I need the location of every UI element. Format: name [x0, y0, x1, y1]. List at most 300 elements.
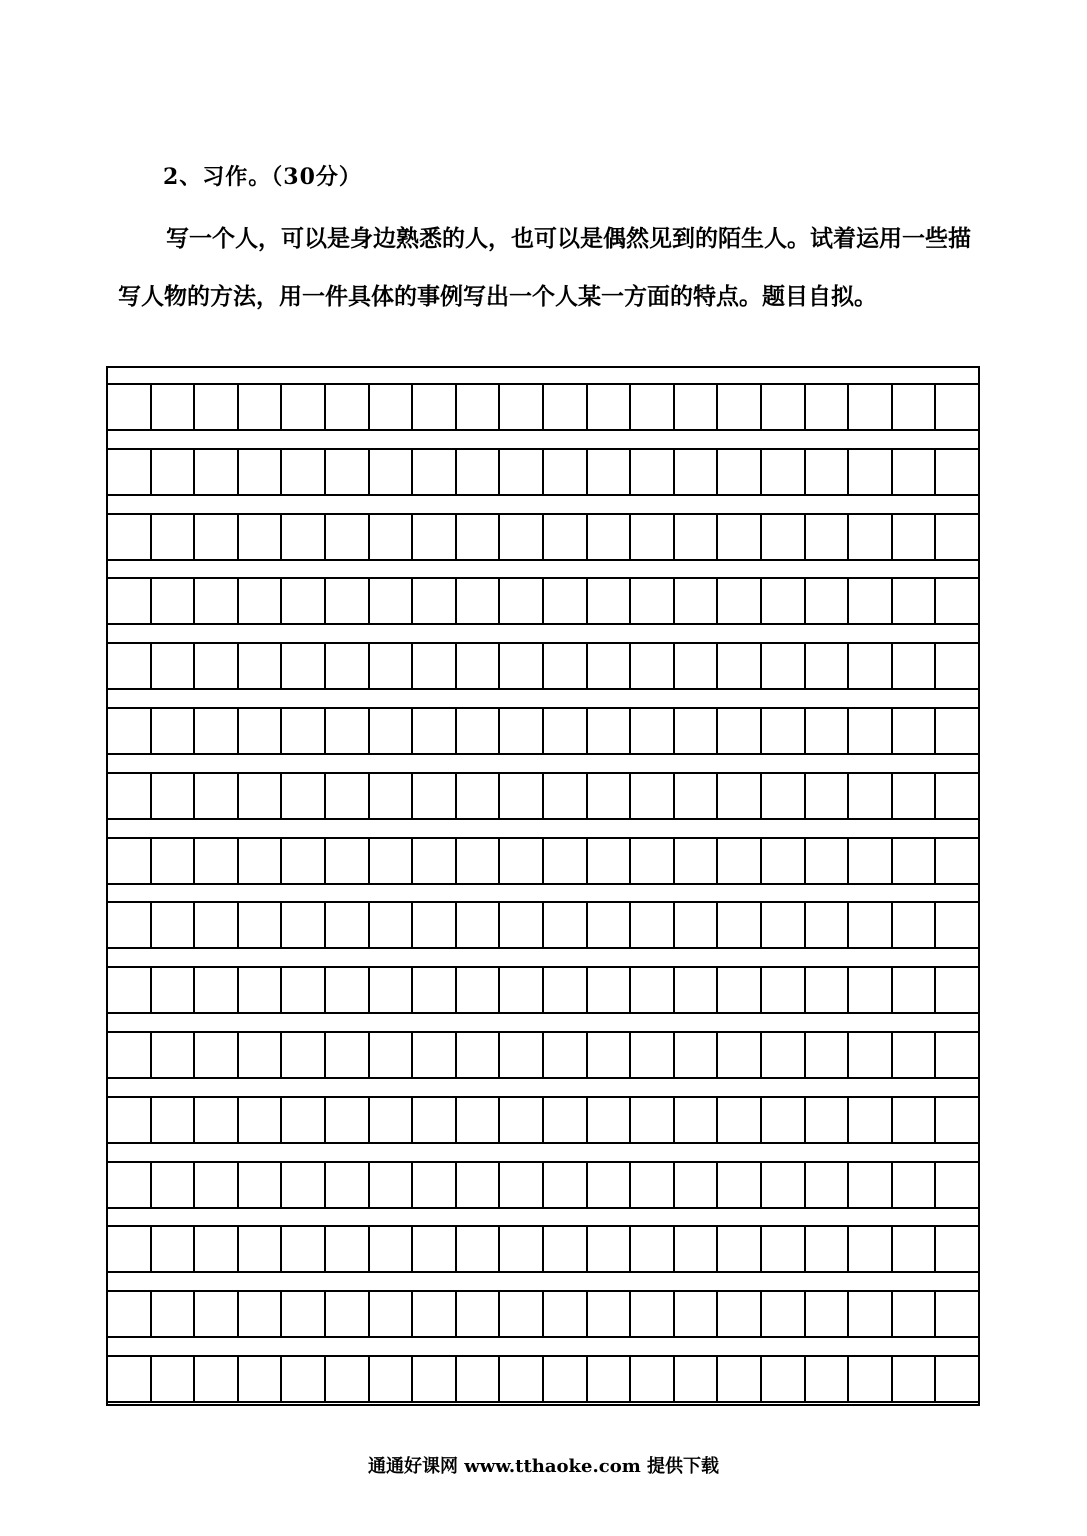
grid-cell[interactable]	[675, 450, 719, 494]
grid-cell[interactable]	[718, 903, 762, 947]
grid-cell[interactable]	[500, 1098, 544, 1142]
grid-cell[interactable]	[195, 579, 239, 623]
grid-cell[interactable]	[152, 1227, 196, 1271]
grid-cell[interactable]	[544, 1163, 588, 1207]
grid-cell[interactable]	[500, 579, 544, 623]
grid-cell[interactable]	[326, 1292, 370, 1336]
grid-cell[interactable]	[152, 579, 196, 623]
grid-cell[interactable]	[239, 515, 283, 559]
writing-grid[interactable]	[106, 366, 980, 1406]
grid-cell[interactable]	[936, 1227, 978, 1271]
grid-cell[interactable]	[370, 579, 414, 623]
grid-cell[interactable]	[675, 709, 719, 753]
grid-cell[interactable]	[718, 385, 762, 429]
grid-cell[interactable]	[675, 839, 719, 883]
grid-cell[interactable]	[588, 1292, 632, 1336]
grid-cell[interactable]	[413, 644, 457, 688]
grid-cell[interactable]	[152, 1292, 196, 1336]
grid-cell[interactable]	[936, 1292, 978, 1336]
grid-cell[interactable]	[282, 644, 326, 688]
grid-cell[interactable]	[936, 903, 978, 947]
grid-cell[interactable]	[457, 1357, 501, 1401]
grid-cell[interactable]	[718, 450, 762, 494]
grid-cell[interactable]	[762, 1033, 806, 1077]
grid-cell[interactable]	[893, 385, 937, 429]
grid-cell[interactable]	[849, 1163, 893, 1207]
grid-cell[interactable]	[631, 903, 675, 947]
grid-cell[interactable]	[588, 1227, 632, 1271]
grid-cell[interactable]	[370, 385, 414, 429]
grid-cell[interactable]	[152, 1357, 196, 1401]
grid-cell[interactable]	[675, 1098, 719, 1142]
grid-cell[interactable]	[370, 1292, 414, 1336]
grid-cell[interactable]	[457, 385, 501, 429]
grid-cell[interactable]	[413, 903, 457, 947]
grid-cell[interactable]	[239, 903, 283, 947]
grid-cell[interactable]	[936, 385, 978, 429]
grid-cell[interactable]	[849, 1227, 893, 1271]
grid-cell[interactable]	[544, 1098, 588, 1142]
grid-cell[interactable]	[457, 450, 501, 494]
grid-cell[interactable]	[108, 579, 152, 623]
grid-cell[interactable]	[631, 774, 675, 818]
grid-cell[interactable]	[152, 1033, 196, 1077]
grid-cell[interactable]	[544, 968, 588, 1012]
grid-cell[interactable]	[152, 774, 196, 818]
grid-cell[interactable]	[936, 450, 978, 494]
grid-cell[interactable]	[806, 1357, 850, 1401]
grid-cell[interactable]	[282, 515, 326, 559]
grid-cell[interactable]	[108, 385, 152, 429]
grid-cell[interactable]	[631, 1033, 675, 1077]
grid-cell[interactable]	[370, 903, 414, 947]
grid-cell[interactable]	[500, 1227, 544, 1271]
grid-cell[interactable]	[108, 1033, 152, 1077]
grid-cell[interactable]	[544, 774, 588, 818]
grid-cell[interactable]	[893, 1227, 937, 1271]
grid-cell[interactable]	[457, 968, 501, 1012]
grid-cell[interactable]	[413, 709, 457, 753]
grid-cell[interactable]	[457, 644, 501, 688]
grid-cell[interactable]	[588, 644, 632, 688]
grid-cell[interactable]	[718, 579, 762, 623]
grid-cell[interactable]	[282, 1098, 326, 1142]
grid-cell[interactable]	[718, 1163, 762, 1207]
grid-cell[interactable]	[370, 839, 414, 883]
grid-cell[interactable]	[544, 450, 588, 494]
grid-cell[interactable]	[413, 515, 457, 559]
grid-cell[interactable]	[326, 1163, 370, 1207]
grid-cell[interactable]	[762, 1227, 806, 1271]
grid-cell[interactable]	[588, 774, 632, 818]
grid-cell[interactable]	[893, 1098, 937, 1142]
grid-cell[interactable]	[588, 385, 632, 429]
grid-cell[interactable]	[457, 903, 501, 947]
grid-cell[interactable]	[239, 579, 283, 623]
grid-cell[interactable]	[849, 579, 893, 623]
grid-cell[interactable]	[544, 1227, 588, 1271]
grid-cell[interactable]	[282, 839, 326, 883]
grid-cell[interactable]	[108, 450, 152, 494]
grid-cell[interactable]	[806, 1163, 850, 1207]
grid-cell[interactable]	[631, 1098, 675, 1142]
grid-cell[interactable]	[108, 644, 152, 688]
grid-cell[interactable]	[762, 1357, 806, 1401]
grid-cell[interactable]	[282, 1033, 326, 1077]
grid-cell[interactable]	[849, 515, 893, 559]
grid-cell[interactable]	[806, 903, 850, 947]
grid-cell[interactable]	[849, 968, 893, 1012]
grid-cell[interactable]	[282, 385, 326, 429]
grid-cell[interactable]	[413, 385, 457, 429]
grid-cell[interactable]	[893, 450, 937, 494]
grid-cell[interactable]	[282, 1357, 326, 1401]
grid-cell[interactable]	[195, 903, 239, 947]
grid-cell[interactable]	[500, 1357, 544, 1401]
grid-cell[interactable]	[544, 839, 588, 883]
grid-cell[interactable]	[631, 968, 675, 1012]
grid-cell[interactable]	[239, 1163, 283, 1207]
grid-cell[interactable]	[195, 1098, 239, 1142]
grid-cell[interactable]	[806, 385, 850, 429]
grid-cell[interactable]	[239, 450, 283, 494]
grid-cell[interactable]	[718, 968, 762, 1012]
grid-cell[interactable]	[195, 774, 239, 818]
grid-cell[interactable]	[675, 1292, 719, 1336]
grid-cell[interactable]	[893, 903, 937, 947]
grid-cell[interactable]	[152, 839, 196, 883]
grid-cell[interactable]	[544, 385, 588, 429]
grid-cell[interactable]	[544, 709, 588, 753]
grid-cell[interactable]	[239, 1098, 283, 1142]
grid-cell[interactable]	[588, 1098, 632, 1142]
grid-cell[interactable]	[239, 385, 283, 429]
grid-cell[interactable]	[500, 1292, 544, 1336]
grid-cell[interactable]	[282, 579, 326, 623]
grid-cell[interactable]	[849, 839, 893, 883]
grid-cell[interactable]	[413, 1098, 457, 1142]
grid-cell[interactable]	[152, 1098, 196, 1142]
grid-cell[interactable]	[108, 774, 152, 818]
grid-cell[interactable]	[806, 839, 850, 883]
grid-cell[interactable]	[849, 1292, 893, 1336]
grid-cell[interactable]	[326, 450, 370, 494]
grid-cell[interactable]	[893, 839, 937, 883]
grid-cell[interactable]	[718, 1292, 762, 1336]
grid-cell[interactable]	[588, 579, 632, 623]
grid-cell[interactable]	[195, 515, 239, 559]
grid-cell[interactable]	[326, 968, 370, 1012]
grid-cell[interactable]	[806, 1227, 850, 1271]
grid-cell[interactable]	[806, 450, 850, 494]
grid-cell[interactable]	[457, 579, 501, 623]
grid-cell[interactable]	[675, 1227, 719, 1271]
grid-cell[interactable]	[936, 839, 978, 883]
grid-cell[interactable]	[370, 515, 414, 559]
grid-cell[interactable]	[413, 1292, 457, 1336]
grid-cell[interactable]	[893, 1163, 937, 1207]
grid-cell[interactable]	[326, 1033, 370, 1077]
grid-cell[interactable]	[152, 515, 196, 559]
grid-cell[interactable]	[370, 1227, 414, 1271]
grid-cell[interactable]	[675, 903, 719, 947]
grid-cell[interactable]	[806, 644, 850, 688]
grid-cell[interactable]	[631, 579, 675, 623]
grid-cell[interactable]	[500, 515, 544, 559]
grid-cell[interactable]	[413, 774, 457, 818]
grid-cell[interactable]	[631, 1292, 675, 1336]
grid-cell[interactable]	[239, 774, 283, 818]
grid-cell[interactable]	[718, 1227, 762, 1271]
grid-cell[interactable]	[588, 1357, 632, 1401]
grid-cell[interactable]	[893, 579, 937, 623]
grid-cell[interactable]	[544, 903, 588, 947]
grid-cell[interactable]	[936, 709, 978, 753]
grid-cell[interactable]	[588, 450, 632, 494]
grid-cell[interactable]	[936, 1098, 978, 1142]
grid-cell[interactable]	[762, 968, 806, 1012]
grid-cell[interactable]	[282, 774, 326, 818]
grid-cell[interactable]	[631, 385, 675, 429]
grid-cell[interactable]	[326, 774, 370, 818]
grid-cell[interactable]	[326, 903, 370, 947]
grid-cell[interactable]	[762, 385, 806, 429]
grid-cell[interactable]	[893, 515, 937, 559]
grid-cell[interactable]	[152, 450, 196, 494]
grid-cell[interactable]	[108, 515, 152, 559]
grid-cell[interactable]	[413, 450, 457, 494]
grid-cell[interactable]	[500, 450, 544, 494]
grid-cell[interactable]	[326, 385, 370, 429]
grid-cell[interactable]	[544, 1357, 588, 1401]
grid-cell[interactable]	[806, 709, 850, 753]
grid-cell[interactable]	[544, 1292, 588, 1336]
grid-cell[interactable]	[893, 968, 937, 1012]
grid-cell[interactable]	[195, 450, 239, 494]
grid-cell[interactable]	[239, 968, 283, 1012]
grid-cell[interactable]	[370, 1357, 414, 1401]
grid-cell[interactable]	[675, 579, 719, 623]
grid-cell[interactable]	[500, 903, 544, 947]
grid-cell[interactable]	[588, 515, 632, 559]
grid-cell[interactable]	[108, 903, 152, 947]
grid-cell[interactable]	[457, 1033, 501, 1077]
grid-cell[interactable]	[544, 515, 588, 559]
grid-cell[interactable]	[500, 385, 544, 429]
grid-cell[interactable]	[675, 1163, 719, 1207]
grid-cell[interactable]	[326, 839, 370, 883]
grid-cell[interactable]	[370, 968, 414, 1012]
grid-cell[interactable]	[631, 515, 675, 559]
grid-cell[interactable]	[282, 1163, 326, 1207]
grid-cell[interactable]	[631, 1163, 675, 1207]
grid-cell[interactable]	[762, 450, 806, 494]
grid-cell[interactable]	[936, 515, 978, 559]
grid-cell[interactable]	[239, 1357, 283, 1401]
grid-cell[interactable]	[413, 968, 457, 1012]
grid-cell[interactable]	[544, 579, 588, 623]
grid-cell[interactable]	[718, 515, 762, 559]
grid-cell[interactable]	[893, 774, 937, 818]
grid-cell[interactable]	[849, 709, 893, 753]
grid-cell[interactable]	[806, 1292, 850, 1336]
grid-cell[interactable]	[413, 579, 457, 623]
grid-cell[interactable]	[588, 1163, 632, 1207]
grid-cell[interactable]	[893, 644, 937, 688]
grid-cell[interactable]	[544, 1033, 588, 1077]
grid-cell[interactable]	[457, 1098, 501, 1142]
grid-cell[interactable]	[936, 968, 978, 1012]
grid-cell[interactable]	[282, 903, 326, 947]
grid-cell[interactable]	[588, 1033, 632, 1077]
grid-cell[interactable]	[195, 968, 239, 1012]
grid-cell[interactable]	[370, 709, 414, 753]
grid-cell[interactable]	[718, 774, 762, 818]
grid-cell[interactable]	[282, 1227, 326, 1271]
grid-cell[interactable]	[326, 644, 370, 688]
grid-cell[interactable]	[195, 709, 239, 753]
grid-cell[interactable]	[152, 709, 196, 753]
grid-cell[interactable]	[762, 839, 806, 883]
grid-cell[interactable]	[631, 839, 675, 883]
grid-cell[interactable]	[936, 644, 978, 688]
grid-cell[interactable]	[936, 1357, 978, 1401]
grid-cell[interactable]	[195, 1227, 239, 1271]
grid-cell[interactable]	[282, 968, 326, 1012]
grid-cell[interactable]	[152, 968, 196, 1012]
grid-cell[interactable]	[413, 1033, 457, 1077]
grid-cell[interactable]	[893, 1033, 937, 1077]
grid-cell[interactable]	[457, 1292, 501, 1336]
grid-cell[interactable]	[849, 1357, 893, 1401]
grid-cell[interactable]	[588, 839, 632, 883]
grid-cell[interactable]	[326, 1357, 370, 1401]
grid-cell[interactable]	[806, 774, 850, 818]
grid-cell[interactable]	[326, 1098, 370, 1142]
grid-cell[interactable]	[108, 1163, 152, 1207]
grid-cell[interactable]	[631, 450, 675, 494]
grid-cell[interactable]	[936, 1163, 978, 1207]
grid-cell[interactable]	[849, 450, 893, 494]
grid-cell[interactable]	[500, 644, 544, 688]
grid-cell[interactable]	[806, 968, 850, 1012]
grid-cell[interactable]	[195, 1163, 239, 1207]
grid-cell[interactable]	[457, 1163, 501, 1207]
grid-cell[interactable]	[370, 450, 414, 494]
grid-cell[interactable]	[675, 644, 719, 688]
grid-cell[interactable]	[152, 903, 196, 947]
grid-cell[interactable]	[718, 1098, 762, 1142]
grid-cell[interactable]	[806, 515, 850, 559]
grid-cell[interactable]	[849, 1098, 893, 1142]
grid-cell[interactable]	[849, 774, 893, 818]
grid-cell[interactable]	[936, 1033, 978, 1077]
grid-cell[interactable]	[239, 839, 283, 883]
grid-cell[interactable]	[282, 1292, 326, 1336]
grid-cell[interactable]	[893, 1357, 937, 1401]
grid-cell[interactable]	[152, 1163, 196, 1207]
grid-cell[interactable]	[936, 579, 978, 623]
grid-cell[interactable]	[806, 579, 850, 623]
grid-cell[interactable]	[282, 450, 326, 494]
grid-cell[interactable]	[762, 1163, 806, 1207]
grid-cell[interactable]	[413, 1357, 457, 1401]
grid-cell[interactable]	[239, 709, 283, 753]
grid-cell[interactable]	[500, 1033, 544, 1077]
grid-cell[interactable]	[457, 774, 501, 818]
grid-cell[interactable]	[195, 385, 239, 429]
grid-cell[interactable]	[239, 1033, 283, 1077]
grid-cell[interactable]	[718, 644, 762, 688]
grid-cell[interactable]	[108, 1292, 152, 1336]
grid-cell[interactable]	[108, 968, 152, 1012]
grid-cell[interactable]	[326, 515, 370, 559]
grid-cell[interactable]	[326, 579, 370, 623]
grid-cell[interactable]	[370, 1033, 414, 1077]
grid-cell[interactable]	[370, 1163, 414, 1207]
grid-cell[interactable]	[326, 709, 370, 753]
grid-cell[interactable]	[108, 1227, 152, 1271]
grid-cell[interactable]	[762, 579, 806, 623]
grid-cell[interactable]	[195, 1033, 239, 1077]
grid-cell[interactable]	[762, 515, 806, 559]
grid-cell[interactable]	[195, 1292, 239, 1336]
grid-cell[interactable]	[152, 385, 196, 429]
grid-cell[interactable]	[370, 1098, 414, 1142]
grid-cell[interactable]	[108, 1357, 152, 1401]
grid-cell[interactable]	[457, 839, 501, 883]
grid-cell[interactable]	[718, 839, 762, 883]
grid-cell[interactable]	[675, 385, 719, 429]
grid-cell[interactable]	[762, 709, 806, 753]
grid-cell[interactable]	[762, 774, 806, 818]
grid-cell[interactable]	[675, 1357, 719, 1401]
grid-cell[interactable]	[457, 1227, 501, 1271]
grid-cell[interactable]	[108, 709, 152, 753]
grid-cell[interactable]	[500, 774, 544, 818]
grid-cell[interactable]	[108, 839, 152, 883]
grid-cell[interactable]	[675, 515, 719, 559]
grid-cell[interactable]	[718, 709, 762, 753]
grid-cell[interactable]	[457, 515, 501, 559]
grid-cell[interactable]	[239, 1292, 283, 1336]
grid-cell[interactable]	[762, 903, 806, 947]
grid-cell[interactable]	[195, 839, 239, 883]
grid-cell[interactable]	[152, 644, 196, 688]
grid-cell[interactable]	[500, 1163, 544, 1207]
grid-cell[interactable]	[326, 1227, 370, 1271]
grid-cell[interactable]	[588, 903, 632, 947]
grid-cell[interactable]	[239, 644, 283, 688]
grid-cell[interactable]	[849, 1033, 893, 1077]
grid-cell[interactable]	[282, 709, 326, 753]
grid-cell[interactable]	[631, 1227, 675, 1271]
grid-cell[interactable]	[936, 774, 978, 818]
grid-cell[interactable]	[500, 709, 544, 753]
grid-cell[interactable]	[239, 1227, 283, 1271]
grid-cell[interactable]	[675, 968, 719, 1012]
grid-cell[interactable]	[806, 1098, 850, 1142]
grid-cell[interactable]	[631, 709, 675, 753]
grid-cell[interactable]	[500, 968, 544, 1012]
grid-cell[interactable]	[762, 1292, 806, 1336]
grid-cell[interactable]	[849, 385, 893, 429]
grid-cell[interactable]	[675, 774, 719, 818]
grid-cell[interactable]	[588, 709, 632, 753]
grid-cell[interactable]	[806, 1033, 850, 1077]
grid-cell[interactable]	[893, 1292, 937, 1336]
grid-cell[interactable]	[413, 839, 457, 883]
